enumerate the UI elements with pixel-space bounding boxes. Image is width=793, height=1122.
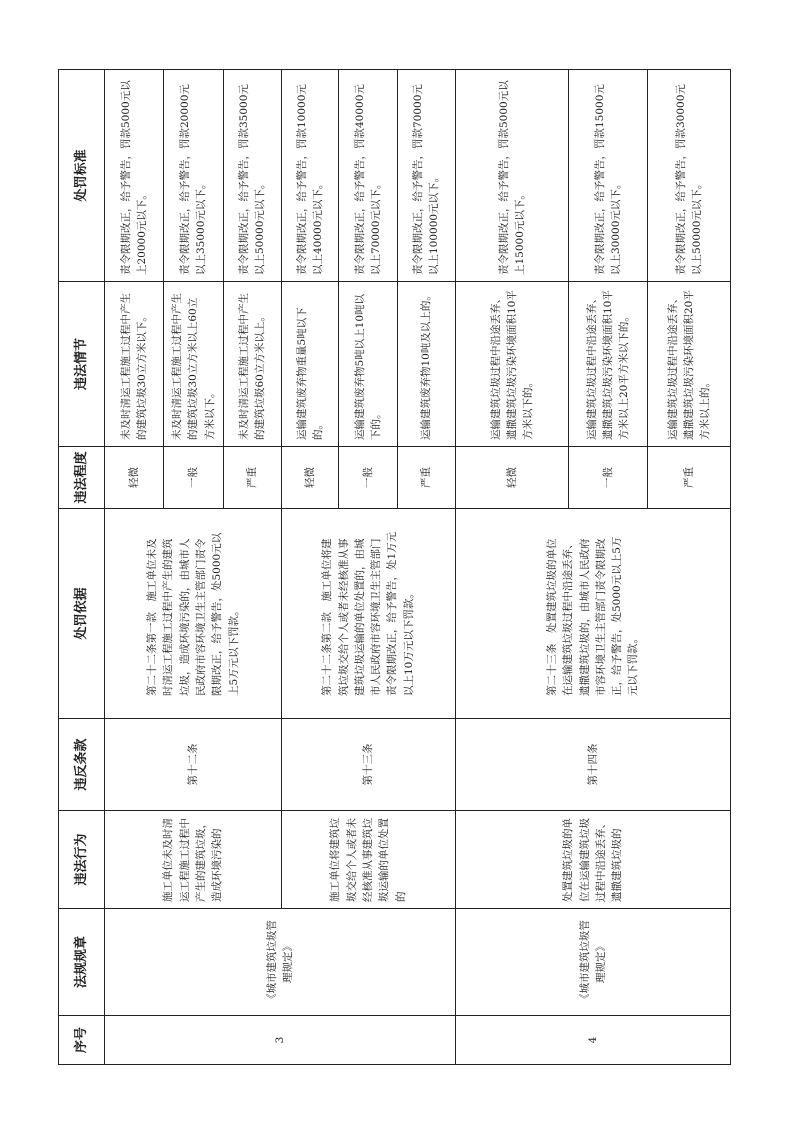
header-article: 违反条款 [59, 719, 105, 811]
law-cell: 《城市建筑垃圾管理规定》 [455, 909, 730, 1016]
standard-cell: 责令限期改正，给予警告，罚款5000元以上15000元以下。 [455, 70, 568, 282]
circumstance-cell: 未及时清运工程施工过程中产生的建筑垃圾30立方米以下。 [105, 282, 164, 447]
standard-cell: 责令限期改正，给予警告，罚款70000元以上100000元以下。 [398, 70, 456, 282]
header-standard: 处罚标准 [59, 70, 105, 282]
header-law: 法规规章 [59, 909, 105, 1016]
circumstance-cell: 未及时清运工程施工过程中产生的建筑垃圾60立方米以上。 [223, 282, 281, 447]
standard-cell: 责令限期改正，给予警告，罚款30000元以上50000元以下。 [648, 70, 731, 282]
act-cell: 施工单位将建筑垃圾交给个人或者未经核准从事建筑垃圾运输的单位处置的 [281, 811, 455, 909]
header-circumstance: 违法情节 [59, 282, 105, 447]
act-cell: 处置建筑垃圾的单位在运输建筑垃圾过程中沿途丢弃、遗撒建筑垃圾的 [455, 811, 730, 909]
header-degree: 违法程度 [59, 447, 105, 509]
seq-cell: 4 [455, 1016, 730, 1065]
header-row [59, 70, 105, 1065]
standard-cell: 责令限期改正，给予警告，罚款10000元以上40000元以下。 [281, 70, 339, 282]
circumstance-cell: 运输建筑废弃物10吨及以上的。 [398, 282, 456, 447]
circumstance-cell: 未及时清运工程施工过程中产生的建筑垃圾30立方米以上60立方米以下。 [164, 282, 224, 447]
header-basis: 处罚依据 [59, 509, 105, 719]
degree-cell: 一般 [569, 447, 648, 509]
rotated-page [58, 70, 731, 1065]
penalty-standard-table [58, 69, 731, 1065]
article-cell: 第十三条 [281, 719, 455, 811]
degree-cell: 轻微 [455, 447, 568, 509]
basis-cell: 第二十二条第一款 施工单位未及时清运工程施工过程中产生的建筑垃圾，造成环境污染的，由城市人民政府市容环境卫生主管部门责令限期改正，给予警告，处5000元以上5万元以下罚款。 [105, 509, 281, 719]
standard-cell: 责令限期改正，给予警告，罚款40000元以上70000元以下。 [339, 70, 398, 282]
degree-cell: 一般 [164, 447, 224, 509]
act-cell: 施工单位未及时清运工程施工过程中产生的建筑垃圾，造成环境污染的 [105, 811, 281, 909]
table-row [105, 70, 164, 1065]
degree-cell: 严重 [648, 447, 731, 509]
header-act: 违法行为 [59, 811, 105, 909]
degree-cell: 轻微 [281, 447, 339, 509]
basis-cell: 第二十三条 处置建筑垃圾的单位在运输建筑垃圾过程中沿途丢弃、遗撒建筑垃圾的，由城市人民政府市容环境卫生主管部门责令限期改正，给予警告，处5000元以上5万元以下罚款。 [455, 509, 730, 719]
header-seq: 序号 [59, 1016, 105, 1065]
law-cell: 《城市建筑垃圾管理规定》 [105, 909, 455, 1016]
degree-cell: 严重 [398, 447, 456, 509]
seq-cell: 3 [105, 1016, 455, 1065]
degree-cell: 一般 [339, 447, 398, 509]
standard-cell: 责令限期改正，给予警告，罚款5000元以上20000元以下。 [105, 70, 164, 282]
degree-cell: 轻微 [105, 447, 164, 509]
table-row [455, 70, 568, 1065]
standard-cell: 责令限期改正，给予警告，罚款15000元以上30000元以下。 [569, 70, 648, 282]
circumstance-cell: 运输建筑垃圾过程中沿途丢弃、遗撒建筑垃圾污染环境面积20平方米以上的。 [648, 282, 731, 447]
circumstance-cell: 运输建筑垃圾过程中沿途丢弃、遗撒建筑垃圾污染环境面积10平方米以上20平方米以下的。 [569, 282, 648, 447]
basis-cell: 第二十二条第二款 施工单位将建筑垃圾交给个人或者未经核准从事建筑垃圾运输的单位处置的，由城市人民政府市容环境卫生主管部门责令限期改正，给予警告，处1万元以上10万元以下罚款。 [281, 509, 455, 719]
circumstance-cell: 运输建筑废弃物5吨以上10吨以下的。 [339, 282, 398, 447]
circumstance-cell: 运输建筑垃圾过程中沿途丢弃、遗撒建筑垃圾污染环境面积10平方米以下的。 [455, 282, 568, 447]
standard-cell: 责令限期改正，给予警告，罚款35000元以上50000元以下。 [223, 70, 281, 282]
circumstance-cell: 运输建筑废弃物重量5吨以下的。 [281, 282, 339, 447]
standard-cell: 责令限期改正，给予警告，罚款20000元以上35000元以下。 [164, 70, 224, 282]
article-cell: 第十二条 [105, 719, 281, 811]
article-cell: 第十四条 [455, 719, 730, 811]
degree-cell: 严重 [223, 447, 281, 509]
